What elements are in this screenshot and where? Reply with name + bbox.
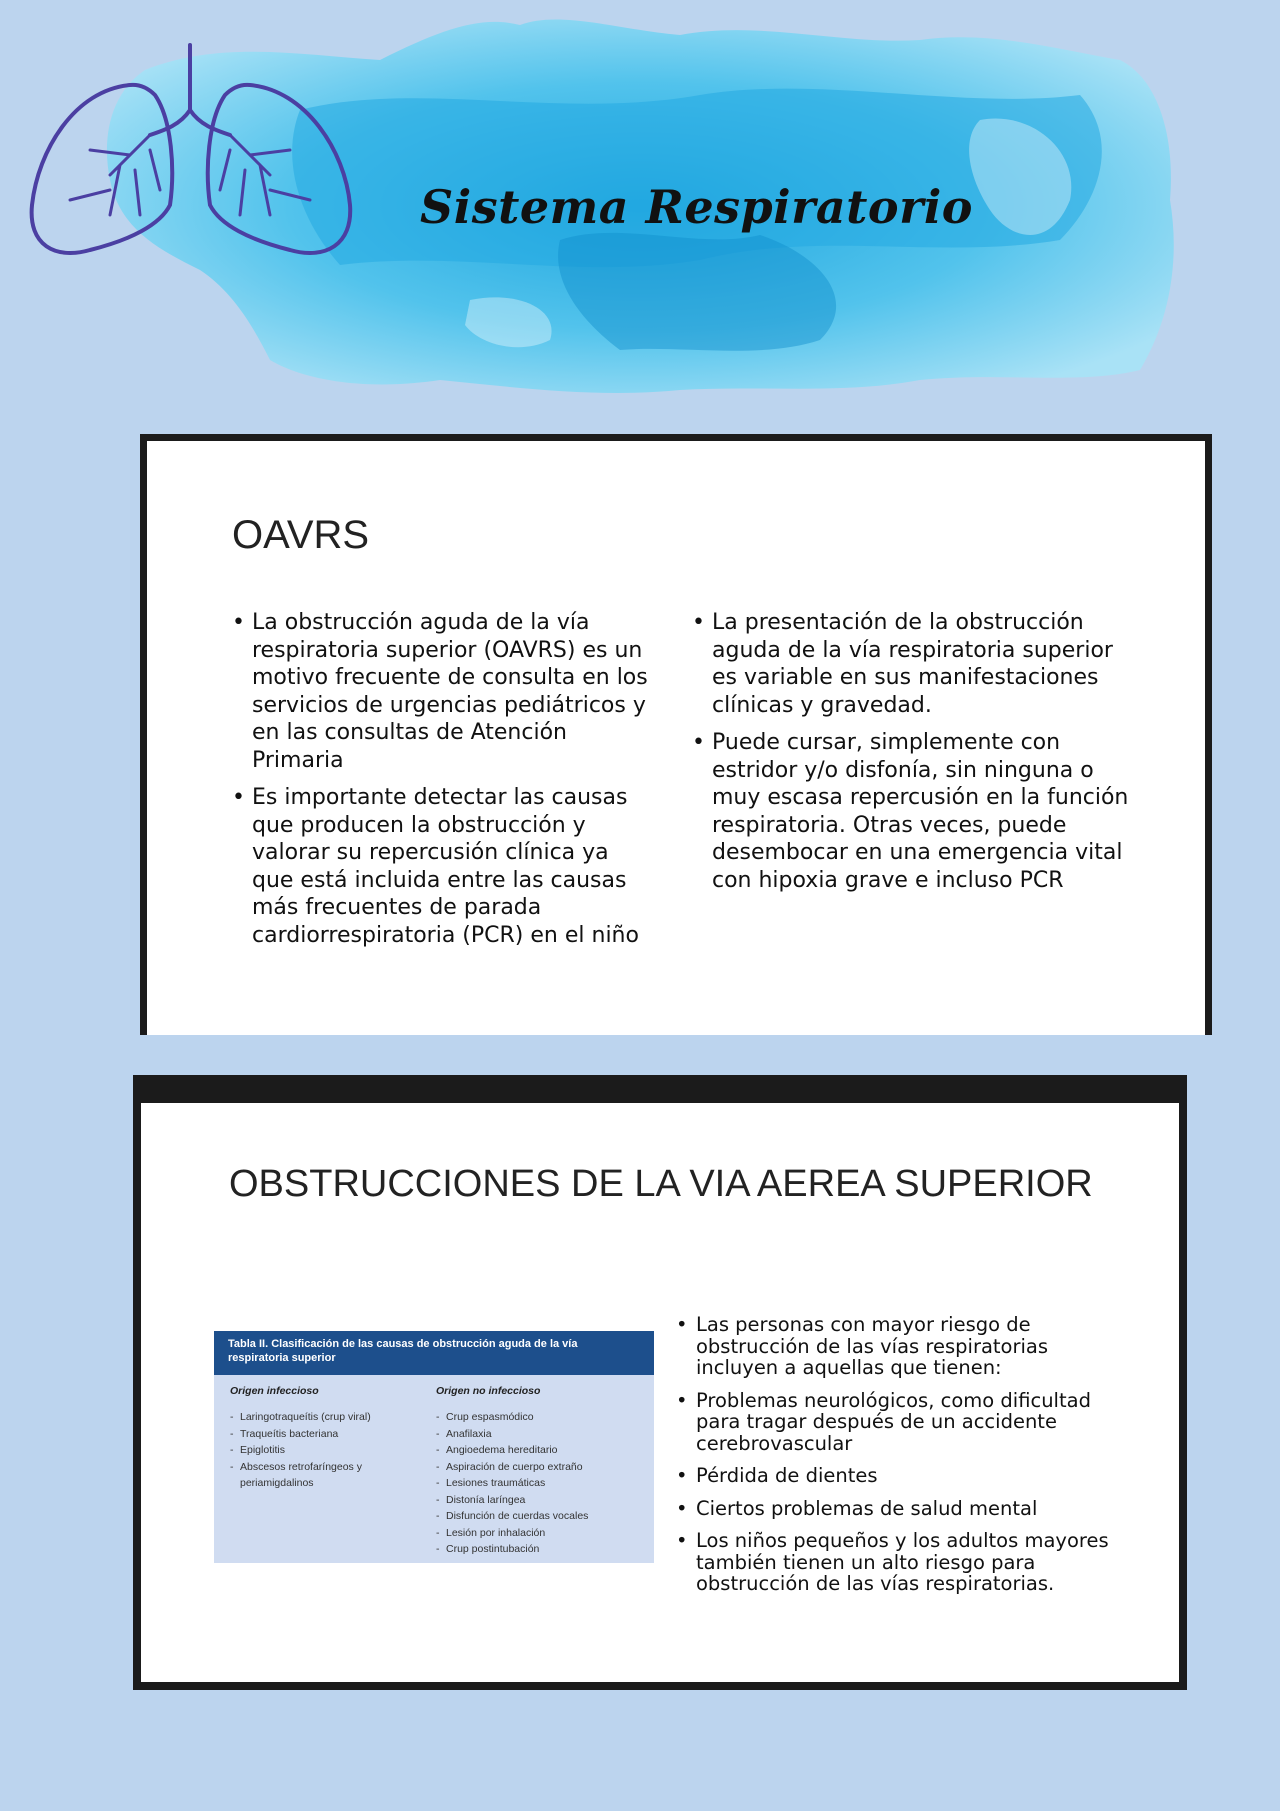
bullet-item: • Es importante detectar las causas que producen la obstrucción y valorar su repercusión clínica ya que está incluida entre las causas más frecuentes de parada cardiorrespiratoria (PCR) en el niño — [232, 784, 652, 949]
list-item: - Traqueítis bacteriana — [230, 1426, 420, 1443]
list-item: - Crup espasmódico — [436, 1409, 646, 1426]
bullet-item: • La presentación de la obstrucción aguda de la vía respiratoria superior es variable en sus manifestaciones clínicas y gravedad. — [692, 609, 1132, 719]
slide-title: OBSTRUCCIONES DE LA VIA AEREA SUPERIOR — [229, 1163, 1093, 1205]
list-item: - Lesiones traumáticas — [436, 1475, 646, 1492]
left-bullet-list — [232, 609, 652, 959]
bullet-item: • Problemas neurológicos, como dificultad para tragar después de un accidente cerebrovascular — [676, 1390, 1116, 1455]
list-item: - Lesión por inhalación — [436, 1525, 646, 1542]
list-item: - Aspiración de cuerpo extraño — [436, 1459, 646, 1476]
risk-bullet-list — [676, 1314, 1116, 1606]
list-item: - Laringotraqueítis (crup viral) — [230, 1409, 420, 1426]
page-title: Sistema Respiratorio — [420, 180, 973, 234]
column-header: Origen infeccioso — [230, 1385, 319, 1397]
classification-table — [214, 1331, 654, 1563]
list-item: - Disfunción de cuerdas vocales — [436, 1508, 646, 1525]
slide-obstrucciones — [133, 1075, 1187, 1690]
header-banner — [0, 0, 1280, 410]
bullet-item: • Puede cursar, simplemente con estridor y/o disfonía, sin ninguna o muy escasa repercusión en la función respiratoria. Otras veces, puede desembocar en una emergencia vital con hipoxia grave e incluso PCR — [692, 729, 1132, 894]
slide-title: OAVRS — [232, 513, 370, 557]
bullet-item: • Las personas con mayor riesgo de obstrucción de las vías respiratorias incluyen a aquellas que tienen: — [676, 1314, 1116, 1379]
list-item: - Angioedema hereditario — [436, 1442, 646, 1459]
list-item: - Crup postintubación — [436, 1541, 646, 1558]
list-item: - Anafilaxia — [436, 1426, 646, 1443]
table-caption: Tabla II. Clasificación de las causas de obstrucción aguda de la vía respiratoria superior — [214, 1331, 654, 1375]
table-column-noninfectious — [436, 1385, 646, 1558]
bullet-item: • La obstrucción aguda de la vía respiratoria superior (OAVRS) es un motivo frecuente de consulta en los servicios de urgencias pediátricos y en las consultas de Atención Primaria — [232, 609, 652, 774]
bullet-item: • Pérdida de dientes — [676, 1465, 1116, 1487]
slide-oavrs — [140, 434, 1212, 1035]
bullet-item: • Ciertos problemas de salud mental — [676, 1498, 1116, 1520]
bullet-item: • Los niños pequeños y los adultos mayores también tienen un alto riesgo para obstrucción de las vías respiratorias. — [676, 1530, 1116, 1595]
list-item: - Epiglotitis — [230, 1442, 420, 1459]
list-item: - Abscesos retrofaríngeos y periamigdalinos — [230, 1459, 420, 1492]
table-column-infectious — [230, 1385, 420, 1492]
right-bullet-list — [692, 609, 1132, 904]
column-header: Origen no infeccioso — [436, 1385, 541, 1397]
list-item: - Distonía laríngea — [436, 1492, 646, 1509]
